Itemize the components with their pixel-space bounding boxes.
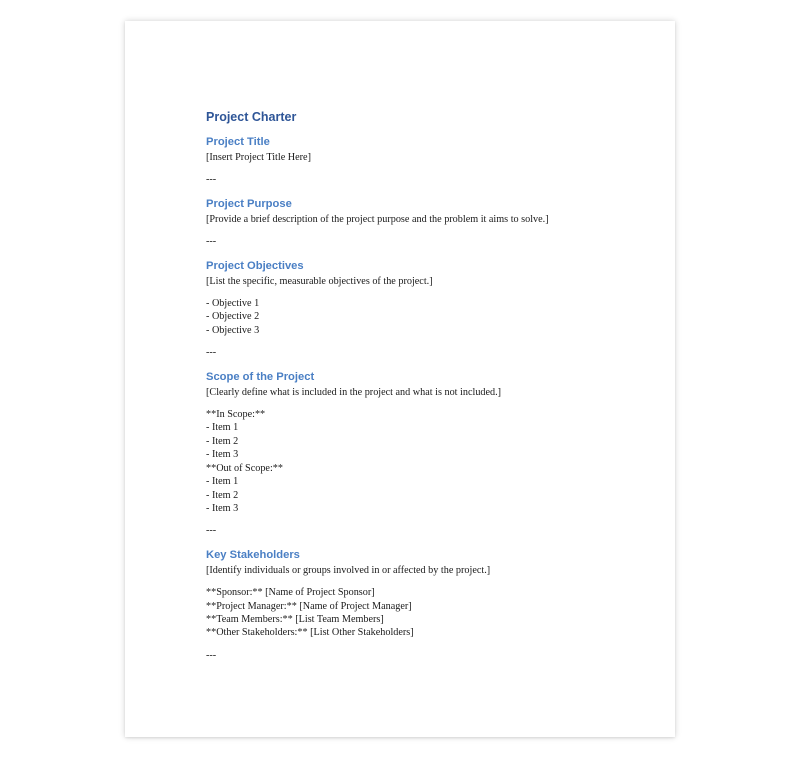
document-content bbox=[206, 109, 646, 662]
section-heading-key-stakeholders: Key Stakeholders bbox=[206, 548, 300, 561]
separator: --- bbox=[206, 525, 217, 537]
out-of-scope-label: **Out of Scope:** bbox=[206, 462, 283, 474]
list-item: - Item 2 bbox=[206, 435, 239, 447]
stakeholder-line-other: **Other Stakeholders:** [List Other Stakeholders] bbox=[206, 627, 414, 639]
section-body-project-title: [Insert Project Title Here] bbox=[206, 152, 311, 163]
in-scope-label: **In Scope:** bbox=[206, 409, 266, 421]
list-item: - Item 2 bbox=[206, 489, 239, 501]
stakeholder-line-project-manager: **Project Manager:** [Name of Project Manager] bbox=[206, 600, 412, 612]
separator: --- bbox=[206, 174, 217, 186]
section-heading-project-title: Project Title bbox=[206, 136, 270, 148]
separator: --- bbox=[206, 649, 217, 661]
separator: --- bbox=[206, 347, 217, 359]
section-heading-scope: Scope of the Project bbox=[206, 370, 315, 383]
list-item: - Item 3 bbox=[206, 502, 239, 514]
separator: --- bbox=[206, 236, 217, 248]
list-item: - Objective 2 bbox=[206, 311, 260, 323]
section-body-key-stakeholders: [Identify individuals or groups involved in or affected by the project.] bbox=[206, 564, 491, 576]
document-title: Project Charter bbox=[206, 110, 297, 124]
section-body-project-objectives: [List the specific, measurable objectives of the project.] bbox=[206, 275, 433, 287]
document-page bbox=[125, 21, 675, 737]
list-item: - Item 1 bbox=[206, 422, 239, 434]
section-heading-project-purpose: Project Purpose bbox=[206, 197, 292, 210]
section-body-project-purpose: [Provide a brief description of the project purpose and the problem it aims to solve.] bbox=[206, 213, 549, 225]
section-heading-project-objectives: Project Objectives bbox=[206, 259, 304, 272]
section-body-scope: [Clearly define what is included in the project and what is not included.] bbox=[206, 386, 502, 398]
list-item: - Item 1 bbox=[206, 476, 239, 488]
list-item: - Objective 1 bbox=[206, 298, 260, 310]
list-item: - Objective 3 bbox=[206, 324, 260, 336]
stakeholder-line-sponsor: **Sponsor:** [Name of Project Sponsor] bbox=[206, 587, 375, 599]
stakeholder-line-team-members: **Team Members:** [List Team Members] bbox=[206, 613, 384, 625]
list-item: - Item 3 bbox=[206, 449, 239, 461]
